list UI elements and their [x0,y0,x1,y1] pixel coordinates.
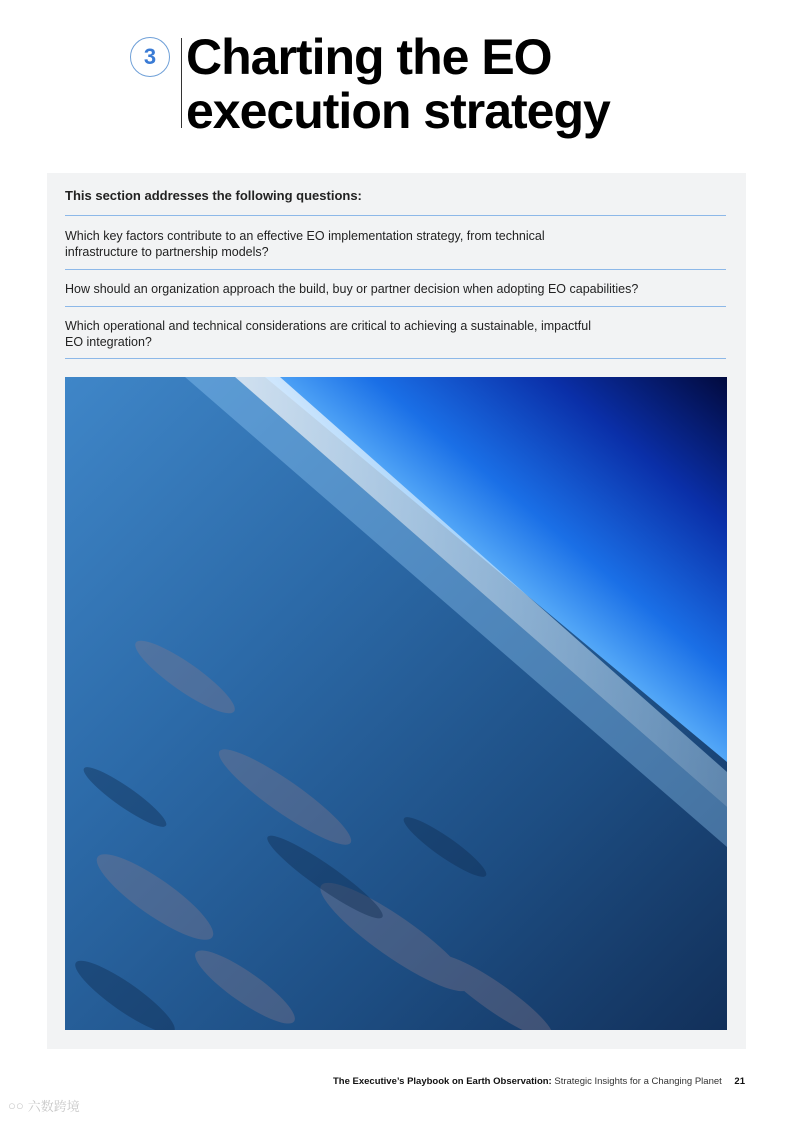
page-title: Charting the EO execution strategy [186,29,610,139]
watermark [8,1096,80,1115]
page-footer [333,1076,745,1087]
publication-title: The Executive’s Playbook on Earth Observation: [332,1076,552,1087]
divider [65,215,726,216]
watermark-text: 六数跨境 [27,1099,80,1114]
section-number-badge: 3 [130,37,170,77]
question-item: Which operational and technical considerations are critical to achieving a sustainable, impactful EO integration? [65,319,591,349]
divider [65,306,726,307]
earth-from-space-photo [65,377,727,1030]
question-item: Which key factors contribute to an effective EO implementation strategy, from technical infrastructure to partnership models? [65,229,545,259]
divider [65,358,726,359]
page-number: 21 [734,1076,745,1087]
title-divider [181,38,182,128]
question-item: How should an organization approach the build, buy or partner decision when adopting EO capabilities? [65,282,639,296]
watermark-logo-icon: ○○ [8,1098,24,1113]
publication-subtitle: Strategic Insights for a Changing Planet [554,1076,722,1087]
questions-intro: This section addresses the following questions: [65,188,362,203]
divider [65,269,726,270]
